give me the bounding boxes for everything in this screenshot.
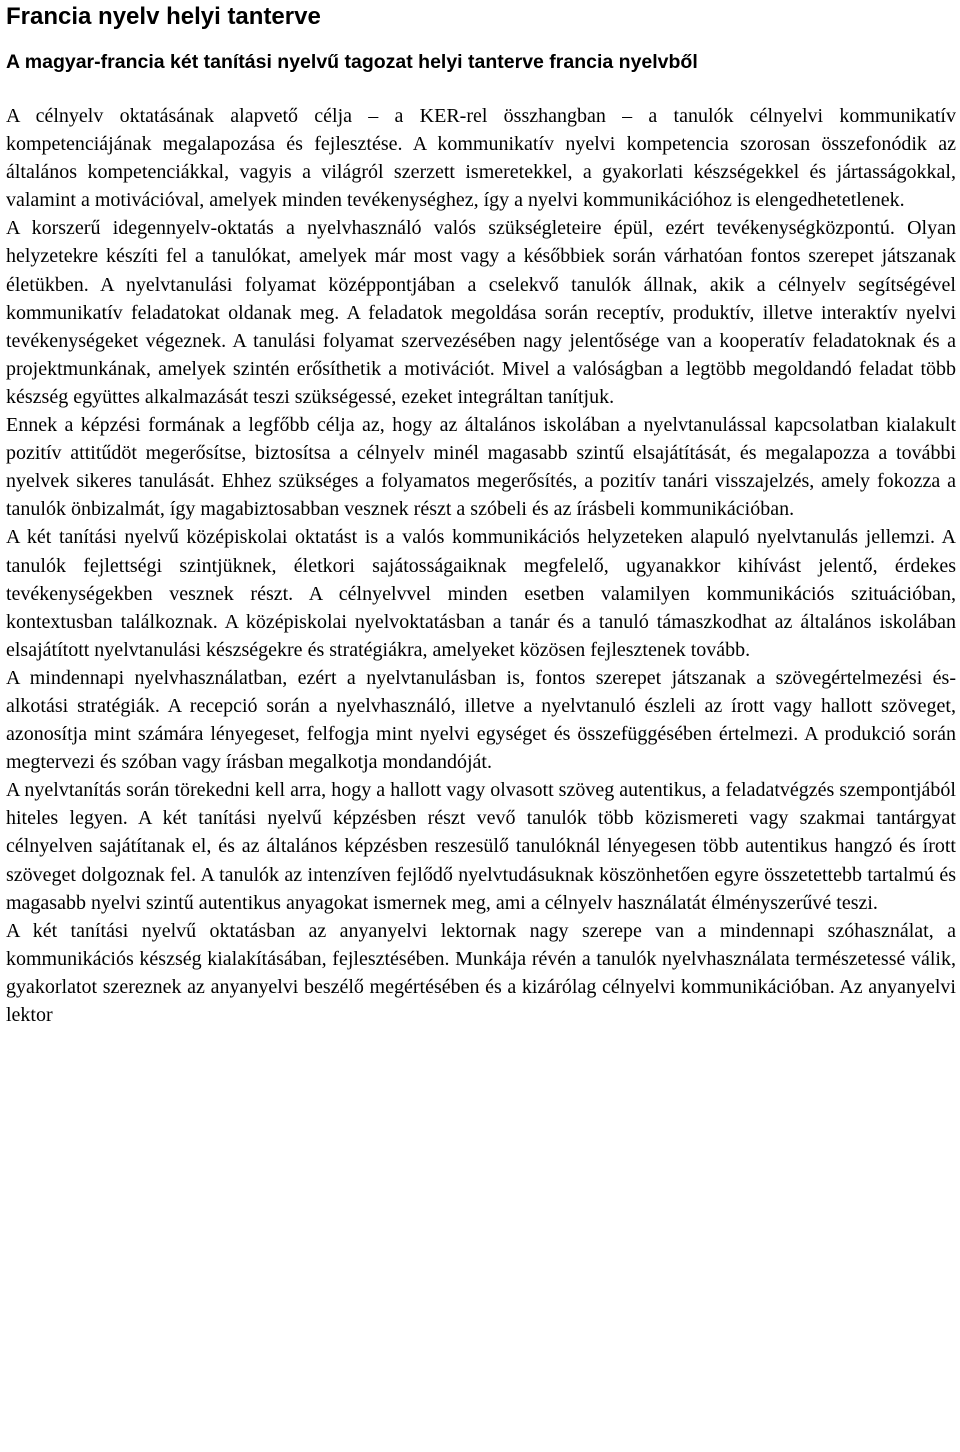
paragraph: A két tanítási nyelvű középiskolai oktatást is a valós kommunikációs helyzeteken alapuló nyelvtanulás jellemzi. A tanulók fejlettségi szintjüknek, életkori sajátosságaiknak megfelelő, ugyanakkor kihívást jelentő, érdekes tevékenységekben vesznek részt. A célnyelvvel minden esetben valamilyen kommunikációs szituációban, kontextusban találkoznak. A középiskolai nyelvoktatásban a tanár és a tanuló támaszkodhat az általános iskolában elsajátított nyelvtanulási készségekre és stratégiákra, amelyeket közösen fejlesztenek tovább.	[6, 526, 956, 661]
paragraph: A nyelvtanítás során törekedni kell arra, hogy a hallott vagy olvasott szöveg autentikus, a feladatvégzés szempontjából hiteles legyen. A két tanítási nyelvű képzésben részt vevő tanulók több közismereti vagy szakmai tantárgyat célnyelven sajátítanak el, és az általános képzésben reszesülő tanulóknál lényegesen több autentikus hangzó és írott szöveget dolgoznak fel. A tanulók az intenzíven fejlődő nyelvtudásuknak köszönhetően egyre összetettebb tartalmú és magasabb nyelvi szintű autentikus anyagokat ismernek meg, ami a célnyelv használatát élményszerűvé teszi.	[6, 779, 956, 914]
paragraph: A mindennapi nyelvhasználatban, ezért a nyelvtanulásban is, fontos szerepet játszanak a szövegértelmezési és- alkotási stratégiák. A recepció során a nyelvhasználó, illetve a nyelvtanuló észleli az írott vagy hallott szöveget, azonosítja mint számára lényegeset, felfogja mint nyelvi egységet és összefüggésében értelmezi. A produkció során megtervezi és szóban vagy írásban megalkotja mondandóját.	[6, 666, 956, 774]
paragraph: A korszerű idegennyelv-oktatás a nyelvhasználó valós szükségleteire épül, ezért tevékenységközpontú. Olyan helyzetekre készíti fel a tanulókat, amelyek már most vagy a későbbiek során várhatóan fontos szerepet játszanak életükben. A nyelvtanulási folyamat középpontjában a cselekvő tanulók állnak, akik a célnyelv segítségével kommunikatív feladatokat oldanak meg. A feladatok megoldása során receptív, produktív, illetve interaktív nyelvi tevékenységeket végeznek. A tanulási folyamat szervezésében nagy jelentősége van a kooperatív feladatoknak és a projektmunkának, amelyek szintén erősíthetik a motivációt. Mivel a valóságban a legtöbb megoldandó feladat több készség együttes alkalmazását teszi szükségessé, ezeket integráltan tanítjuk.	[6, 217, 956, 408]
document-title: Francia nyelv helyi tanterve	[6, 3, 321, 30]
paragraph: Ennek a képzési formának a legfőbb célja az, hogy az általános iskolában a nyelvtanulással kapcsolatban kialakult pozitív attitűdöt megerősítse, biztosítsa a célnyelv minél magasabb szintű elsajátítását, és megalapozza a további nyelvek sikeres tanulását. Ehhez szükséges a folyamatos megerősítés, a pozitív tanári visszajelzés, amely fokozza a tanulók önbizalmát, így magabiztosabban vesznek részt a szóbeli és az írásbeli kommunikációban.	[6, 414, 956, 521]
document-page	[6, 0, 956, 1029]
paragraph: A két tanítási nyelvű oktatásban az anyanyelvi lektornak nagy szerepe van a mindennapi szóhasználat, a kommunikációs készség kialakításában, fejlesztésében. Munkája révén a tanulók nyelvhasználata természetessé válik, gyakorlatot szereznek az anyanyelvi beszélő megértésében és a kizárólag célnyelvi kommunikációban. Az anyanyelvi lektor	[6, 919, 956, 1026]
document-body	[6, 102, 956, 1029]
document-subtitle: A magyar-francia két tanítási nyelvű tagozat helyi tanterve francia nyelvből	[6, 51, 698, 73]
paragraph: A célnyelv oktatásának alapvető célja – a KER-rel összhangban – a tanulók célnyelvi kommunikatív kompetenciájának megalapozása és fejlesztése. A kommunikatív nyelvi kompetencia szorosan összefonódik az általános kompetenciákkal, vagyis a világról szerzett ismeretekkel, a gyakorlati készségekkel és jártasságokkal, valamint a motivációval, amelyek minden tevékenységhez, így a nyelvi kommunikációhoz is elengedhetetlenek.	[6, 105, 956, 212]
